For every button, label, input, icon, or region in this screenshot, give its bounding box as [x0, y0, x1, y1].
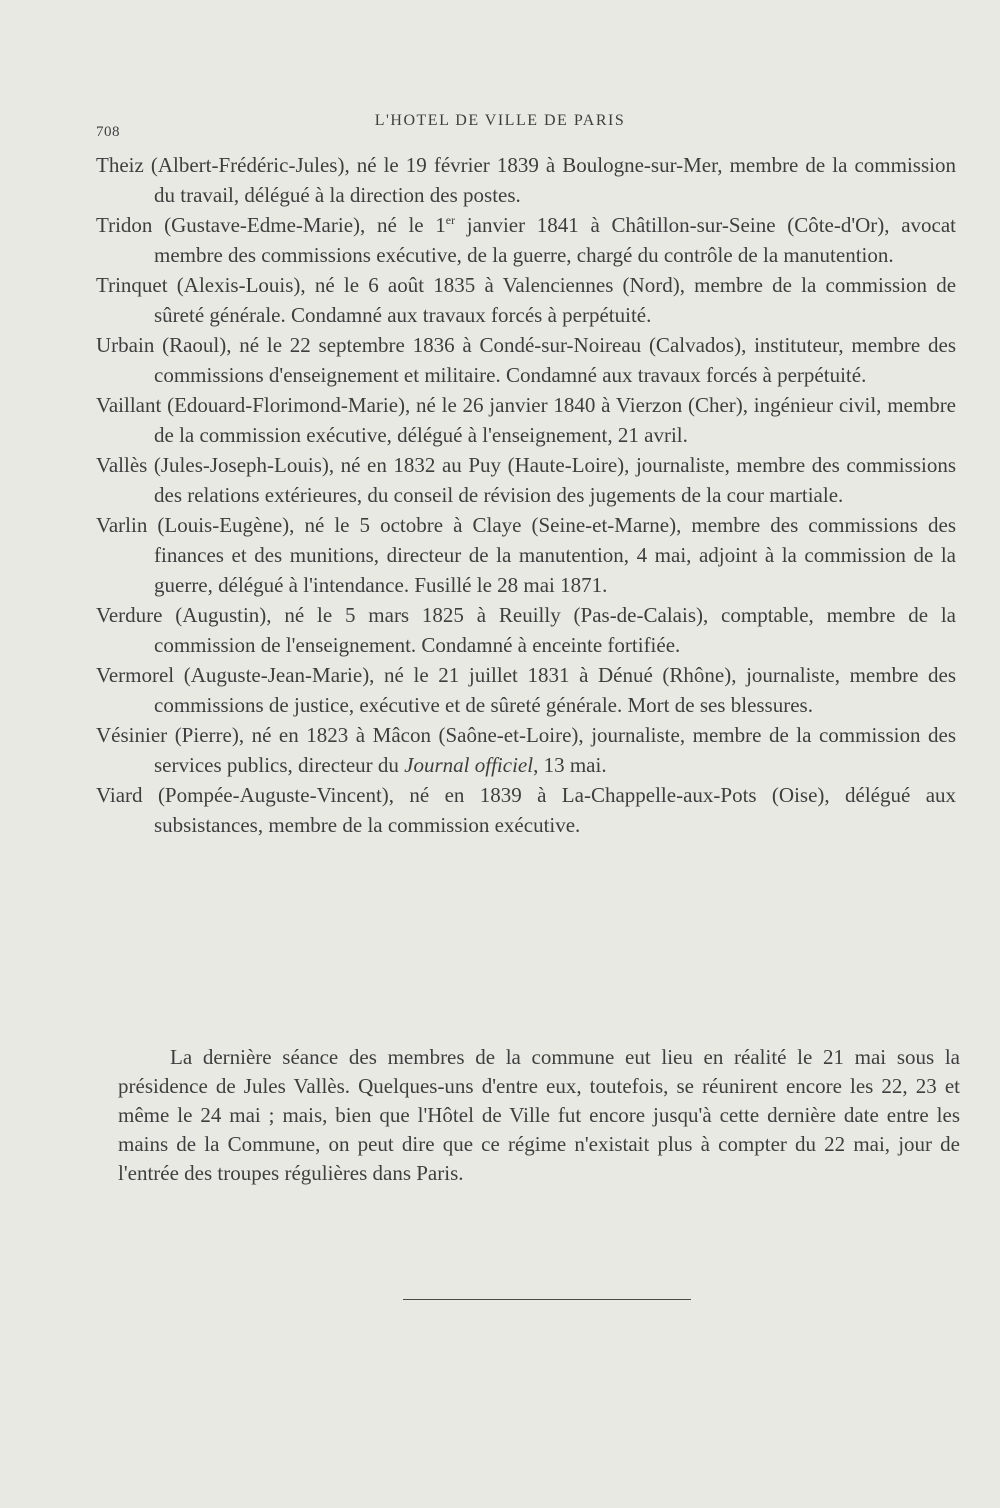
page-number: 708 [96, 124, 120, 140]
entry-name: Urbain [96, 333, 155, 357]
entry-trinquet [96, 270, 956, 330]
running-head: L'HOTEL DE VILLE DE PARIS [374, 112, 626, 129]
entry-text: (Edouard-Florimond-Marie), né le 26 janvier 1840 à Vierzon (Cher), ingénieur civil, membre de la commission exécutive, délégué à l'enseignement, 21 avril. [154, 393, 957, 447]
entry-urbain [96, 330, 956, 390]
entry-name: Viard [96, 783, 143, 807]
entry-text: (Jules-Joseph-Louis), né en 1832 au Puy (Haute-Loire), journaliste, membre des commissions des relations extérieures, du conseil de révision des jugements de la cour martiale. [153, 453, 956, 507]
entry-name: Verdure [96, 603, 163, 627]
entry-name: Varlin [96, 513, 148, 537]
entry-text: (Auguste-Jean-Marie), né le 21 juillet 1831 à Dénué (Rhône), journaliste, membre des commissions de justice, exécutive et de sûreté générale. Mort de ses blessures. [154, 663, 957, 717]
entry-verdure [96, 600, 956, 660]
end-rule [403, 1299, 691, 1300]
entry-theiz [96, 150, 956, 210]
entry-vermorel [96, 660, 956, 720]
entry-text: (Alexis-Louis), né le 6 août 1835 à Valenciennes (Nord), membre de la commission de sûreté générale. Condamné aux travaux forcés à perpétuité. [154, 273, 957, 327]
entry-varlin [96, 510, 956, 600]
entry-name: Trinquet [96, 273, 168, 297]
entry-text-cont: janvier 1841 à Châtillon-sur-Seine (Côte-d'Or), avocat membre des commissions exécutive, de la guerre, chargé du contrôle de la manutention. [154, 213, 957, 267]
entry-viard [96, 780, 956, 840]
entry-name: Vésinier [96, 723, 168, 747]
ordinal-superscript: er [445, 213, 456, 227]
entry-text-cont: , 13 mai. [533, 753, 607, 777]
entry-valles [96, 450, 956, 510]
closing-paragraph: La dernière séance des membres de la commune eut lieu en réalité le 21 mai sous la présidence de Jules Vallès. Quelques-uns d'entre eux, toutefois, se réunirent encore les 22, 23 et même le 24 mai ; mais, bien que l'Hôtel de Ville fut encore jusqu'à cette dernière date entre les mains de la Commune, on peut dire que ce régime n'existait plus à compter du 22 mai, jour de l'entrée des troupes régulières dans Paris. [118, 1045, 960, 1185]
journal-title: Journal officiel [404, 753, 534, 777]
entry-text: (Albert-Frédéric-Jules), né le 19 février 1839 à Boulogne-sur-Mer, membre de la commission du travail, délégué à la direction des postes. [150, 153, 956, 207]
entry-text: (Augustin), né le 5 mars 1825 à Reuilly (Pas-de-Calais), comptable, membre de la commission de l'enseignement. Condamné à enceinte fortifiée. [154, 603, 956, 657]
entry-vesinier [96, 720, 956, 780]
entry-name: Vermorel [96, 663, 175, 687]
entry-name: Vallès [96, 453, 148, 477]
biography-list [96, 150, 956, 840]
entry-text: (Raoul), né le 22 septembre 1836 à Condé-sur-Noireau (Calvados), instituteur, membre des commissions d'enseignement et militaire. Condamné aux travaux forcés à perpétuité. [154, 333, 957, 387]
entry-text: (Gustave-Edme-Marie), né le 1 [164, 213, 446, 237]
entry-vaillant [96, 390, 956, 450]
entry-text: (Pompée-Auguste-Vincent), né en 1839 à La-Chappelle-aux-Pots (Oise), délégué aux subsistances, membre de la commission exécutive. [154, 783, 957, 837]
entry-name: Tridon [96, 213, 153, 237]
entry-text: (Louis-Eugène), né le 5 octobre à Claye (Seine-et-Marne), membre des commissions des finances et des munitions, directeur de la manutention, 4 mai, adjoint à la commission de la guerre, délégué à l'intendance. Fusillé le 28 mai 1871. [154, 513, 957, 597]
entry-name: Theiz [96, 153, 144, 177]
entry-name: Vaillant [96, 393, 162, 417]
entry-tridon [96, 210, 956, 270]
entry-text: (Pierre), né en 1823 à Mâcon (Saône-et-Loire), journaliste, membre de la commission des services publics, directeur du [154, 723, 956, 777]
